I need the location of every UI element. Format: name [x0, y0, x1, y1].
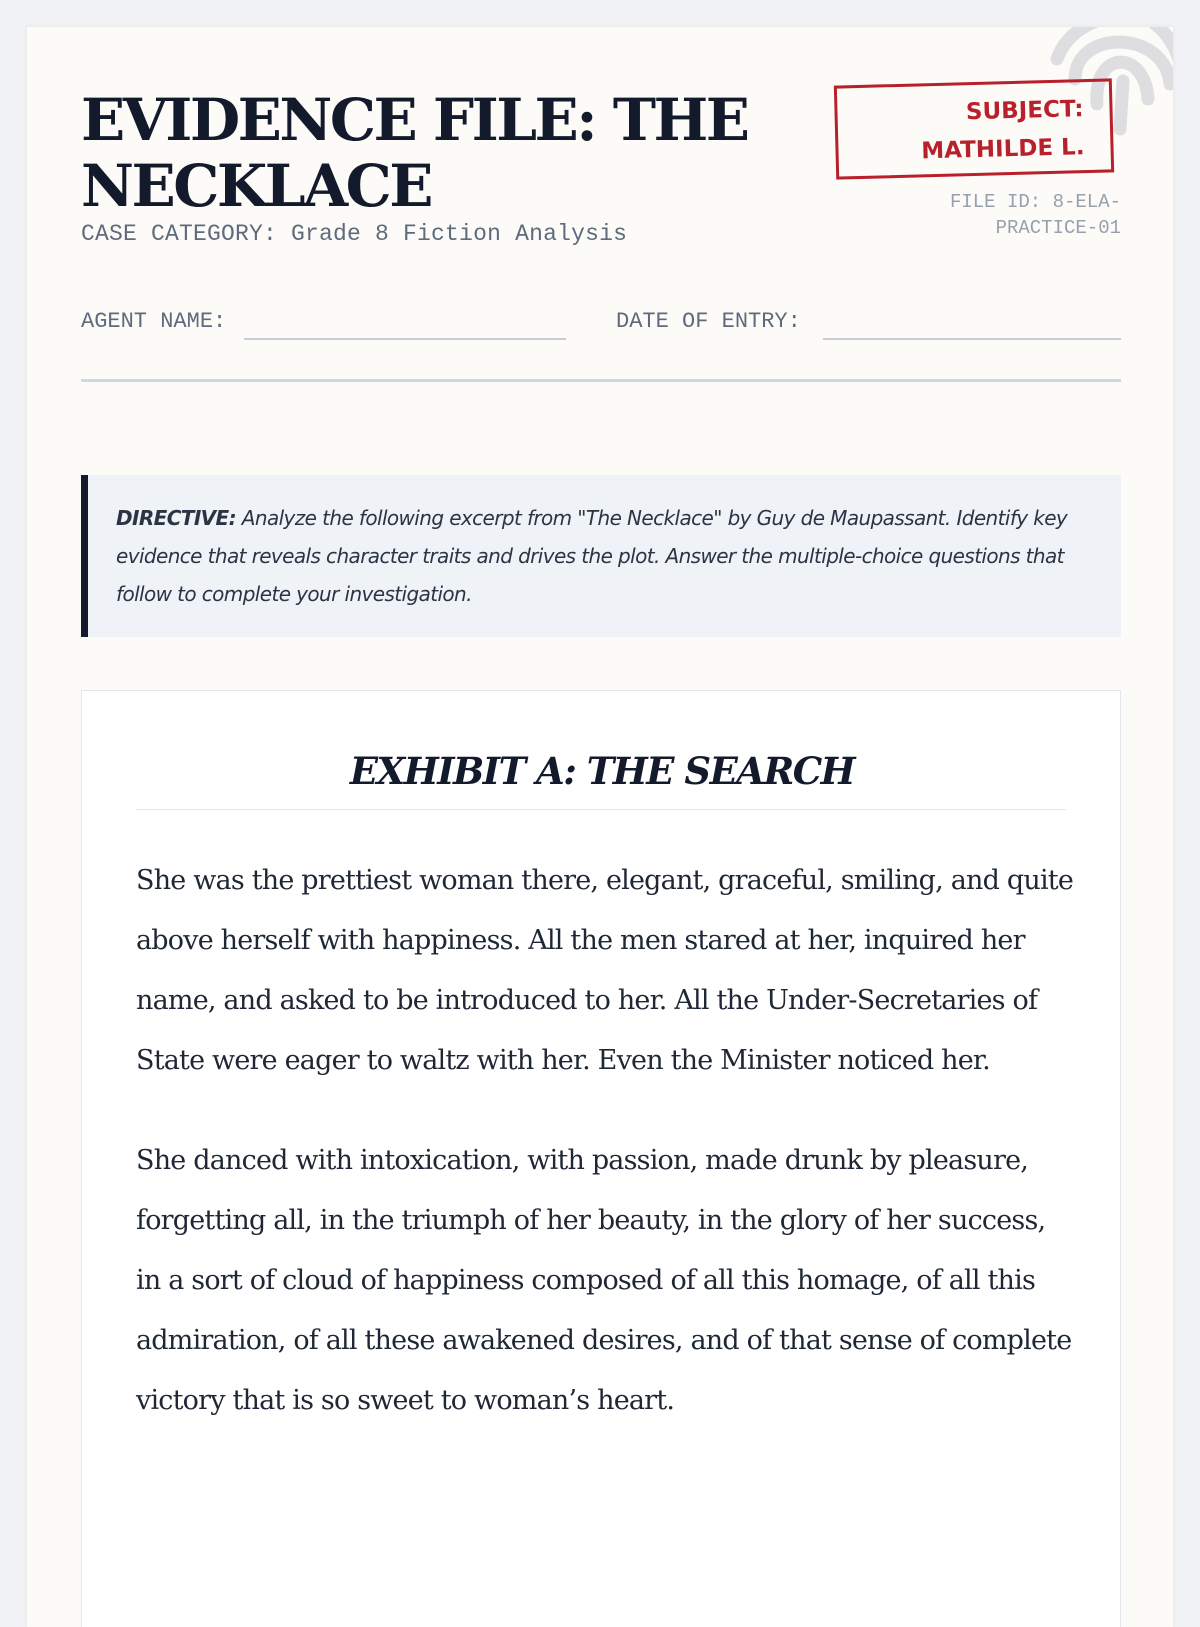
agent-name-field[interactable] — [244, 338, 566, 340]
excerpt-paragraph-2: She danced with intoxication, with passion, made drunk by pleasure, forgetting all, in the triumph of her beauty, in the glory of her success, in a sort of cloud of happiness composed of all this homage, of all this admiration, of all these awakened desires, and of that sense of complete victory that is so sweet to woman’s heart. — [136, 1145, 1072, 1416]
directive-label: DIRECTIVE: — [116, 506, 237, 530]
stamp-line-2: MATHILDE L. — [920, 134, 1085, 165]
directive-text: Analyze the following excerpt from "The Necklace" by Guy de Maupassant. Identify key evidence that reveals character traits and drives the plot. Answer the multiple-choice questions that follow to complete your investigation. — [116, 506, 1068, 606]
file-id-line-2: PRACTICE-01 — [995, 217, 1121, 239]
stamp-line-1: SUBJECT: — [965, 96, 1084, 126]
exhibit-title: EXHIBIT A: THE SEARCH — [349, 749, 855, 793]
case-category: CASE CATEGORY: Grade 8 Fiction Analysis — [81, 221, 628, 247]
page-title: EVIDENCE FILE: THE NECKLACE — [81, 86, 748, 220]
header-divider — [81, 379, 1121, 382]
file-id — [901, 189, 1121, 241]
agent-name-label: AGENT NAME: — [81, 309, 227, 334]
exhibit-divider — [136, 809, 1066, 810]
date-of-entry-label: DATE OF ENTRY: — [616, 309, 801, 334]
exhibit-excerpt — [136, 851, 1076, 1471]
subject-stamp — [834, 78, 1114, 179]
exhibit-a-card — [81, 690, 1121, 1627]
evidence-page — [27, 27, 1173, 1627]
excerpt-paragraph-1: She was the prettiest woman there, elegant, graceful, smiling, and quite above herself with happiness. All the men stared at her, inquired her name, and asked to be introduced to her. All the Under-Secretaries of State were eager to waltz with her. Even the Minister noticed her. — [136, 865, 1074, 1076]
directive-box — [81, 475, 1121, 637]
file-id-line-1: FILE ID: 8-ELA- — [949, 191, 1121, 213]
date-of-entry-field[interactable] — [823, 338, 1121, 340]
